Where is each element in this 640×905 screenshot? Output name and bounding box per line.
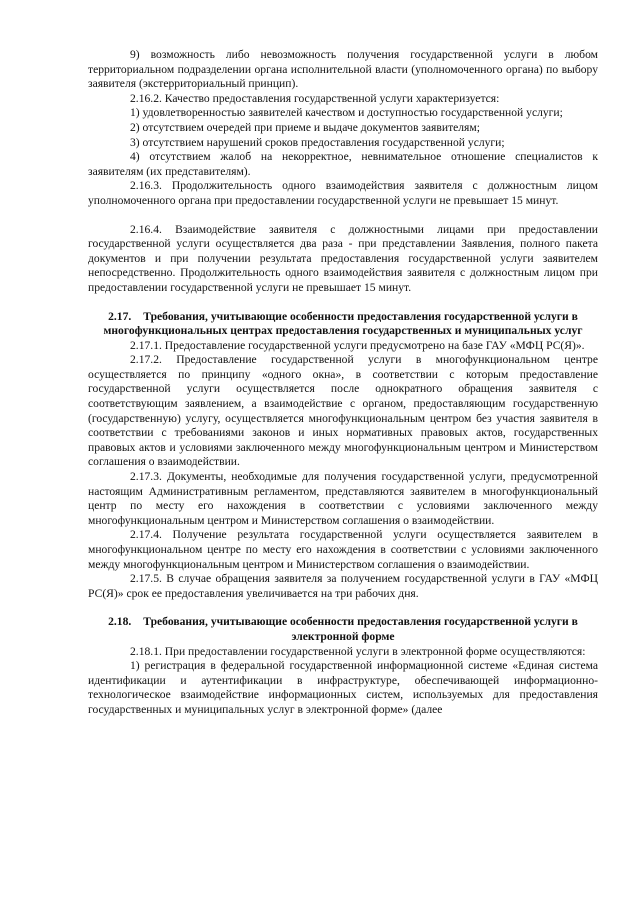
section-title-2-17: Требования, учитывающие особенности предоставления государственной услуги в многофункциональных центрах предоставления государственных и муниципальных услуг xyxy=(103,309,583,338)
section-heading-2-17 xyxy=(88,310,598,339)
paragraph-quality-2: 2) отсутствием очередей при приеме и выдаче документов заявителям; xyxy=(130,120,480,134)
paragraph-2-18-1-item-1: 1) регистрация в федеральной государственной информационной системе «Единая система идентификации и аутентификации в инфраструктуре, обеспечивающей информационно-технологическое взаимодействие информационных систем, используемых для предоставления государственных и муниципальных услуг в электронной форме» (далее xyxy=(88,659,598,716)
section-number-2-18: 2.18. xyxy=(108,615,132,629)
paragraph-2-18-1: 2.18.1. При предоставлении государственной услуги в электронной форме осуществляются: xyxy=(130,644,586,658)
paragraph-2-17-4: 2.17.4. Получение результата государственной услуги осуществляется заявителем в многофункциональном центре по месту его нахождения в соответствии с условиями заключенного между многофункциональным центром и Министерством соглашения о взаимодействии. xyxy=(88,528,598,571)
paragraph-quality-1: 1) удовлетворенностью заявителей качеством и доступностью государственной услуги; xyxy=(130,106,563,120)
section-number-2-17: 2.17. xyxy=(108,309,132,323)
section-title-2-18: Требования, учитывающие особенности предоставления государственной услуги в электронной форме xyxy=(143,615,578,643)
paragraph-2-17-1: 2.17.1. Предоставление государственной услуги предусмотрено на базе ГАУ «МФЦ РС(Я)». xyxy=(130,338,585,352)
paragraph-item-9: 9) возможность либо невозможность получения государственной услуги в любом территориальном подразделении органа исполнительной власти (уполномоченного органа) по выбору заявителя (экстерриториальный принцип). xyxy=(88,48,598,91)
paragraph-quality-4: 4) отсутствием жалоб на некорректное, невнимательное отношение специалистов к заявителям (их представителям). xyxy=(88,150,598,178)
paragraph-2-17-3: 2.17.3. Документы, необходимые для получения государственной услуги, предусмотренной настоящим Административным регламентом, представляются заявителем в многофункциональный центр по месту его нахождения в соответствии с условиями заключенного между многофункциональным центром и Министерством соглашения о взаимодействии. xyxy=(88,470,598,527)
paragraph-2-16-2: 2.16.2. Качество предоставления государственной услуги характеризуется: xyxy=(130,91,500,105)
paragraph-2-17-5: 2.17.5. В случае обращения заявителя за получением государственной услуги в ГАУ «МФЦ РС(Я)» срок ее предоставления увеличивается на три рабочих дня. xyxy=(88,572,598,600)
paragraph-2-16-3: 2.16.3. Продолжительность одного взаимодействия заявителя с должностным лицом уполномоченного органа при предоставлении государственной услуги не превышает 15 минут. xyxy=(88,179,598,207)
section-heading-2-18 xyxy=(88,615,598,644)
paragraph-quality-3: 3) отсутствием нарушений сроков предоставления государственной услуги; xyxy=(130,135,505,149)
paragraph-2-16-4: 2.16.4. Взаимодействие заявителя с должностными лицами при предоставлении государственной услуги осуществляется два раза - при представлении Заявления, полного пакета документов и при получении результата предоставления государственной услуги заявителем непосредственно. Продолжительность одного взаимодействия заявителя с должностным лицом при предоставлении государственной услуги не превышает 15 минут. xyxy=(88,222,598,294)
paragraph-2-17-2: 2.17.2. Предоставление государственной услуги в многофункциональном центре осуществляется по принципу «одного окна», в соответствии с которым предоставление государственной услуги осуществляется после однократного обращения заявителя с соответствующим заявлением, а взаимодействие с органом, предоставляющим государственную (государственную) услугу, осуществляется многофункциональным центром без участия заявителя в соответствии с требованиями законов и иных нормативных правовых актов, государственных правовых актов и условиями заключенного между многофункциональным центром и Министерством соглашения о взаимодействии. xyxy=(88,353,598,469)
